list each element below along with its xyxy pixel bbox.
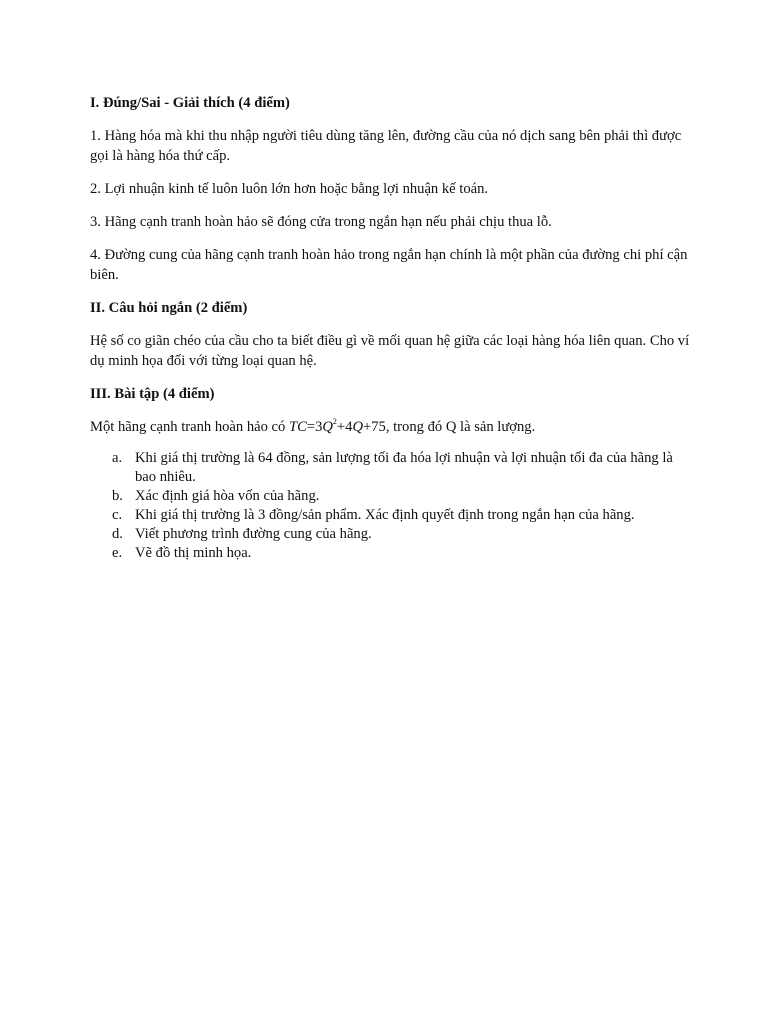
formula-eq-coef: =3 <box>306 419 323 435</box>
task-text: Khi giá thị trường là 3 đồng/sản phẩm. Xác định quyết định trong ngắn hạn của hãng. <box>135 507 635 523</box>
formula-q1: Q <box>322 419 333 435</box>
formula-plus-coef: +4 <box>336 419 353 435</box>
exercise-task <box>90 487 690 506</box>
formula-q2: Q <box>352 419 363 435</box>
total-cost-formula <box>289 419 386 435</box>
formula-exponent: 2 <box>332 417 337 426</box>
exercise-intro-after: , trong đó Q là sản lượng. <box>385 419 536 435</box>
exercise-task <box>90 525 690 544</box>
document-page <box>90 93 690 563</box>
formula-const: +75 <box>363 419 386 435</box>
true-false-item-2: 2. Lợi nhuận kinh tế luôn luôn lớn hơn hoặc bằng lợi nhuận kế toán. <box>90 181 489 197</box>
true-false-item-3: 3. Hãng cạnh tranh hoàn hảo sẽ đóng cửa trong ngắn hạn nếu phải chịu thua lỗ. <box>90 214 552 230</box>
short-question: Hệ số co giãn chéo của cầu cho ta biết điều gì về mối quan hệ giữa các loại hàng hóa liên quan. Cho ví dụ minh họa đối với từng loại quan hệ. <box>90 333 690 369</box>
exercise-intro-before: Một hãng cạnh tranh hoàn hảo có <box>90 419 289 435</box>
task-text: Vẽ đồ thị minh họa. <box>135 545 252 561</box>
section-1-heading: I. Đúng/Sai - Giải thích (4 điểm) <box>90 95 290 111</box>
true-false-item-4: 4. Đường cung của hãng cạnh tranh hoàn hảo trong ngắn hạn chính là một phần của đường chi phí cận biên. <box>90 247 688 283</box>
true-false-item-1: 1. Hàng hóa mà khi thu nhập người tiêu dùng tăng lên, đường cầu của nó dịch sang bên phải thì được gọi là hàng hóa thứ cấp. <box>90 128 682 164</box>
exercise-task <box>90 544 690 563</box>
formula-tc: TC <box>288 419 307 435</box>
task-text: Viết phương trình đường cung của hãng. <box>135 526 372 542</box>
task-marker: d. <box>112 526 123 542</box>
task-marker: c. <box>112 507 123 523</box>
task-marker: a. <box>112 450 123 466</box>
section-2-heading: II. Câu hỏi ngắn (2 điểm) <box>90 300 248 316</box>
exercise-task-list <box>90 449 690 563</box>
task-text: Xác định giá hòa vốn của hãng. <box>135 488 320 504</box>
exercise-task <box>90 449 690 487</box>
task-text: Khi giá thị trường là 64 đồng, sản lượng tối đa hóa lợi nhuận và lợi nhuận tối đa của hãng là bao nhiêu. <box>135 450 673 485</box>
task-marker: e. <box>112 545 123 561</box>
section-3-heading: III. Bài tập (4 điểm) <box>90 386 215 402</box>
exercise-intro <box>90 417 690 437</box>
task-marker: b. <box>112 488 123 504</box>
exercise-task <box>90 506 690 525</box>
